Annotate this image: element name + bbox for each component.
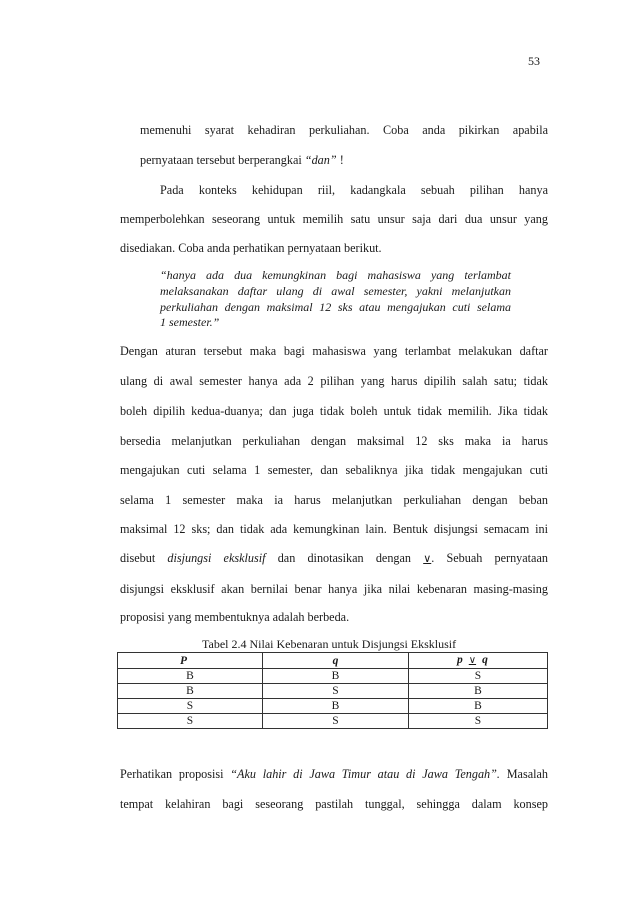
header-p: P — [118, 653, 263, 669]
text-span: . Sebuah pernyataan — [431, 551, 548, 565]
xor-symbol: ∨ — [423, 552, 432, 565]
text-line: memperbolehkan seseorang untuk memilih satu unsur saja dari dua unsur yang — [120, 212, 548, 226]
truth-table — [117, 652, 548, 729]
text-span: Perhatikan proposisi — [120, 767, 231, 781]
text-line: boleh dipilih kedua-duanya; dan juga tidak boleh untuk tidak memilih. Jika tidak — [120, 404, 548, 418]
header-pq-p: p — [457, 654, 463, 666]
table-header-row — [118, 653, 548, 669]
text-line: mengajukan cuti selama 1 semester, dan sebaliknya jika tidak mengajukan cuti — [120, 463, 548, 477]
table-row — [118, 684, 548, 699]
table-row — [118, 714, 548, 729]
table-cell: S — [118, 714, 263, 729]
table-row — [118, 699, 548, 714]
text-line: proposisi yang membentuknya adalah berbeda. — [120, 610, 350, 624]
text-line: selama 1 semester maka ia harus melanjutkan perkuliahan dengan beban — [120, 493, 548, 507]
table-cell: S — [263, 684, 409, 699]
text-line: disediakan. Coba anda perhatikan pernyataan berikut. — [120, 241, 382, 255]
block-quote — [160, 268, 511, 331]
quote-line: perkuliahan dengan maksimal 12 sks atau mengajukan cuti selama — [160, 299, 511, 314]
text-line: disjungsi eksklusif akan bernilai benar hanya jika nilai kebenaran masing-masing — [120, 582, 548, 596]
italic-span: “Aku lahir di Jawa Timur atau di Jawa Tengah”. — [230, 767, 500, 781]
table-cell: S — [409, 669, 548, 684]
table-cell: B — [409, 684, 548, 699]
text-line: bersedia melanjutkan perkuliahan dengan maksimal 12 sks maka ia harus — [120, 434, 548, 448]
text-span: ! — [336, 153, 344, 167]
table-row — [118, 669, 548, 684]
text-span: pernyataan tersebut berperangkai — [140, 153, 305, 167]
table-cell: B — [118, 684, 263, 699]
quote-line: 1 semester.” — [160, 315, 220, 330]
text-span: Masalah — [499, 767, 548, 781]
text-line: Pada konteks kehidupan riil, kadangkala sebuah pilihan hanya — [160, 183, 548, 197]
table-cell: B — [118, 669, 263, 684]
table-cell: S — [263, 714, 409, 729]
text-line: Dengan aturan tersebut maka bagi mahasiswa yang terlambat melakukan daftar — [120, 344, 548, 358]
text-line — [120, 551, 548, 566]
header-q: q — [263, 653, 409, 669]
italic-term: disjungsi eksklusif — [167, 551, 266, 565]
text-line: memenuhi syarat kehadiran perkuliahan. Coba anda pikirkan apabila — [140, 123, 548, 137]
text-line: ulang di awal semester hanya ada 2 pilihan yang harus dipilih salah satu; tidak — [120, 374, 548, 388]
header-p-xor-q — [409, 653, 548, 669]
table-caption: Tabel 2.4 Nilai Kebenaran untuk Disjungsi Eksklusif — [202, 637, 457, 651]
text-line — [140, 153, 548, 168]
quote-line: “hanya ada dua kemungkinan bagi mahasiswa yang terlambat — [160, 268, 511, 282]
page-number: 53 — [528, 54, 540, 68]
text-line: tempat kelahiran bagi seseorang pastilah tunggal, sehingga dalam konsep — [120, 797, 548, 811]
table-cell: B — [263, 669, 409, 684]
table-cell: B — [409, 699, 548, 714]
table-cell: B — [263, 699, 409, 714]
text-line: maksimal 12 sks; dan tidak ada kemungkinan lain. Bentuk disjungsi semacam ini — [120, 522, 548, 536]
xor-symbol: ∨ — [468, 655, 477, 666]
header-pq-q: q — [482, 654, 488, 666]
text-span: disebut — [120, 551, 168, 565]
text-span: dan dinotasikan dengan — [265, 551, 424, 565]
italic-span: “dan” — [304, 153, 337, 167]
table-cell: S — [118, 699, 263, 714]
quote-line: melaksanakan daftar ulang di awal semester, yakni melanjutkan — [160, 283, 511, 298]
table-cell: S — [409, 714, 548, 729]
text-line — [120, 767, 548, 782]
